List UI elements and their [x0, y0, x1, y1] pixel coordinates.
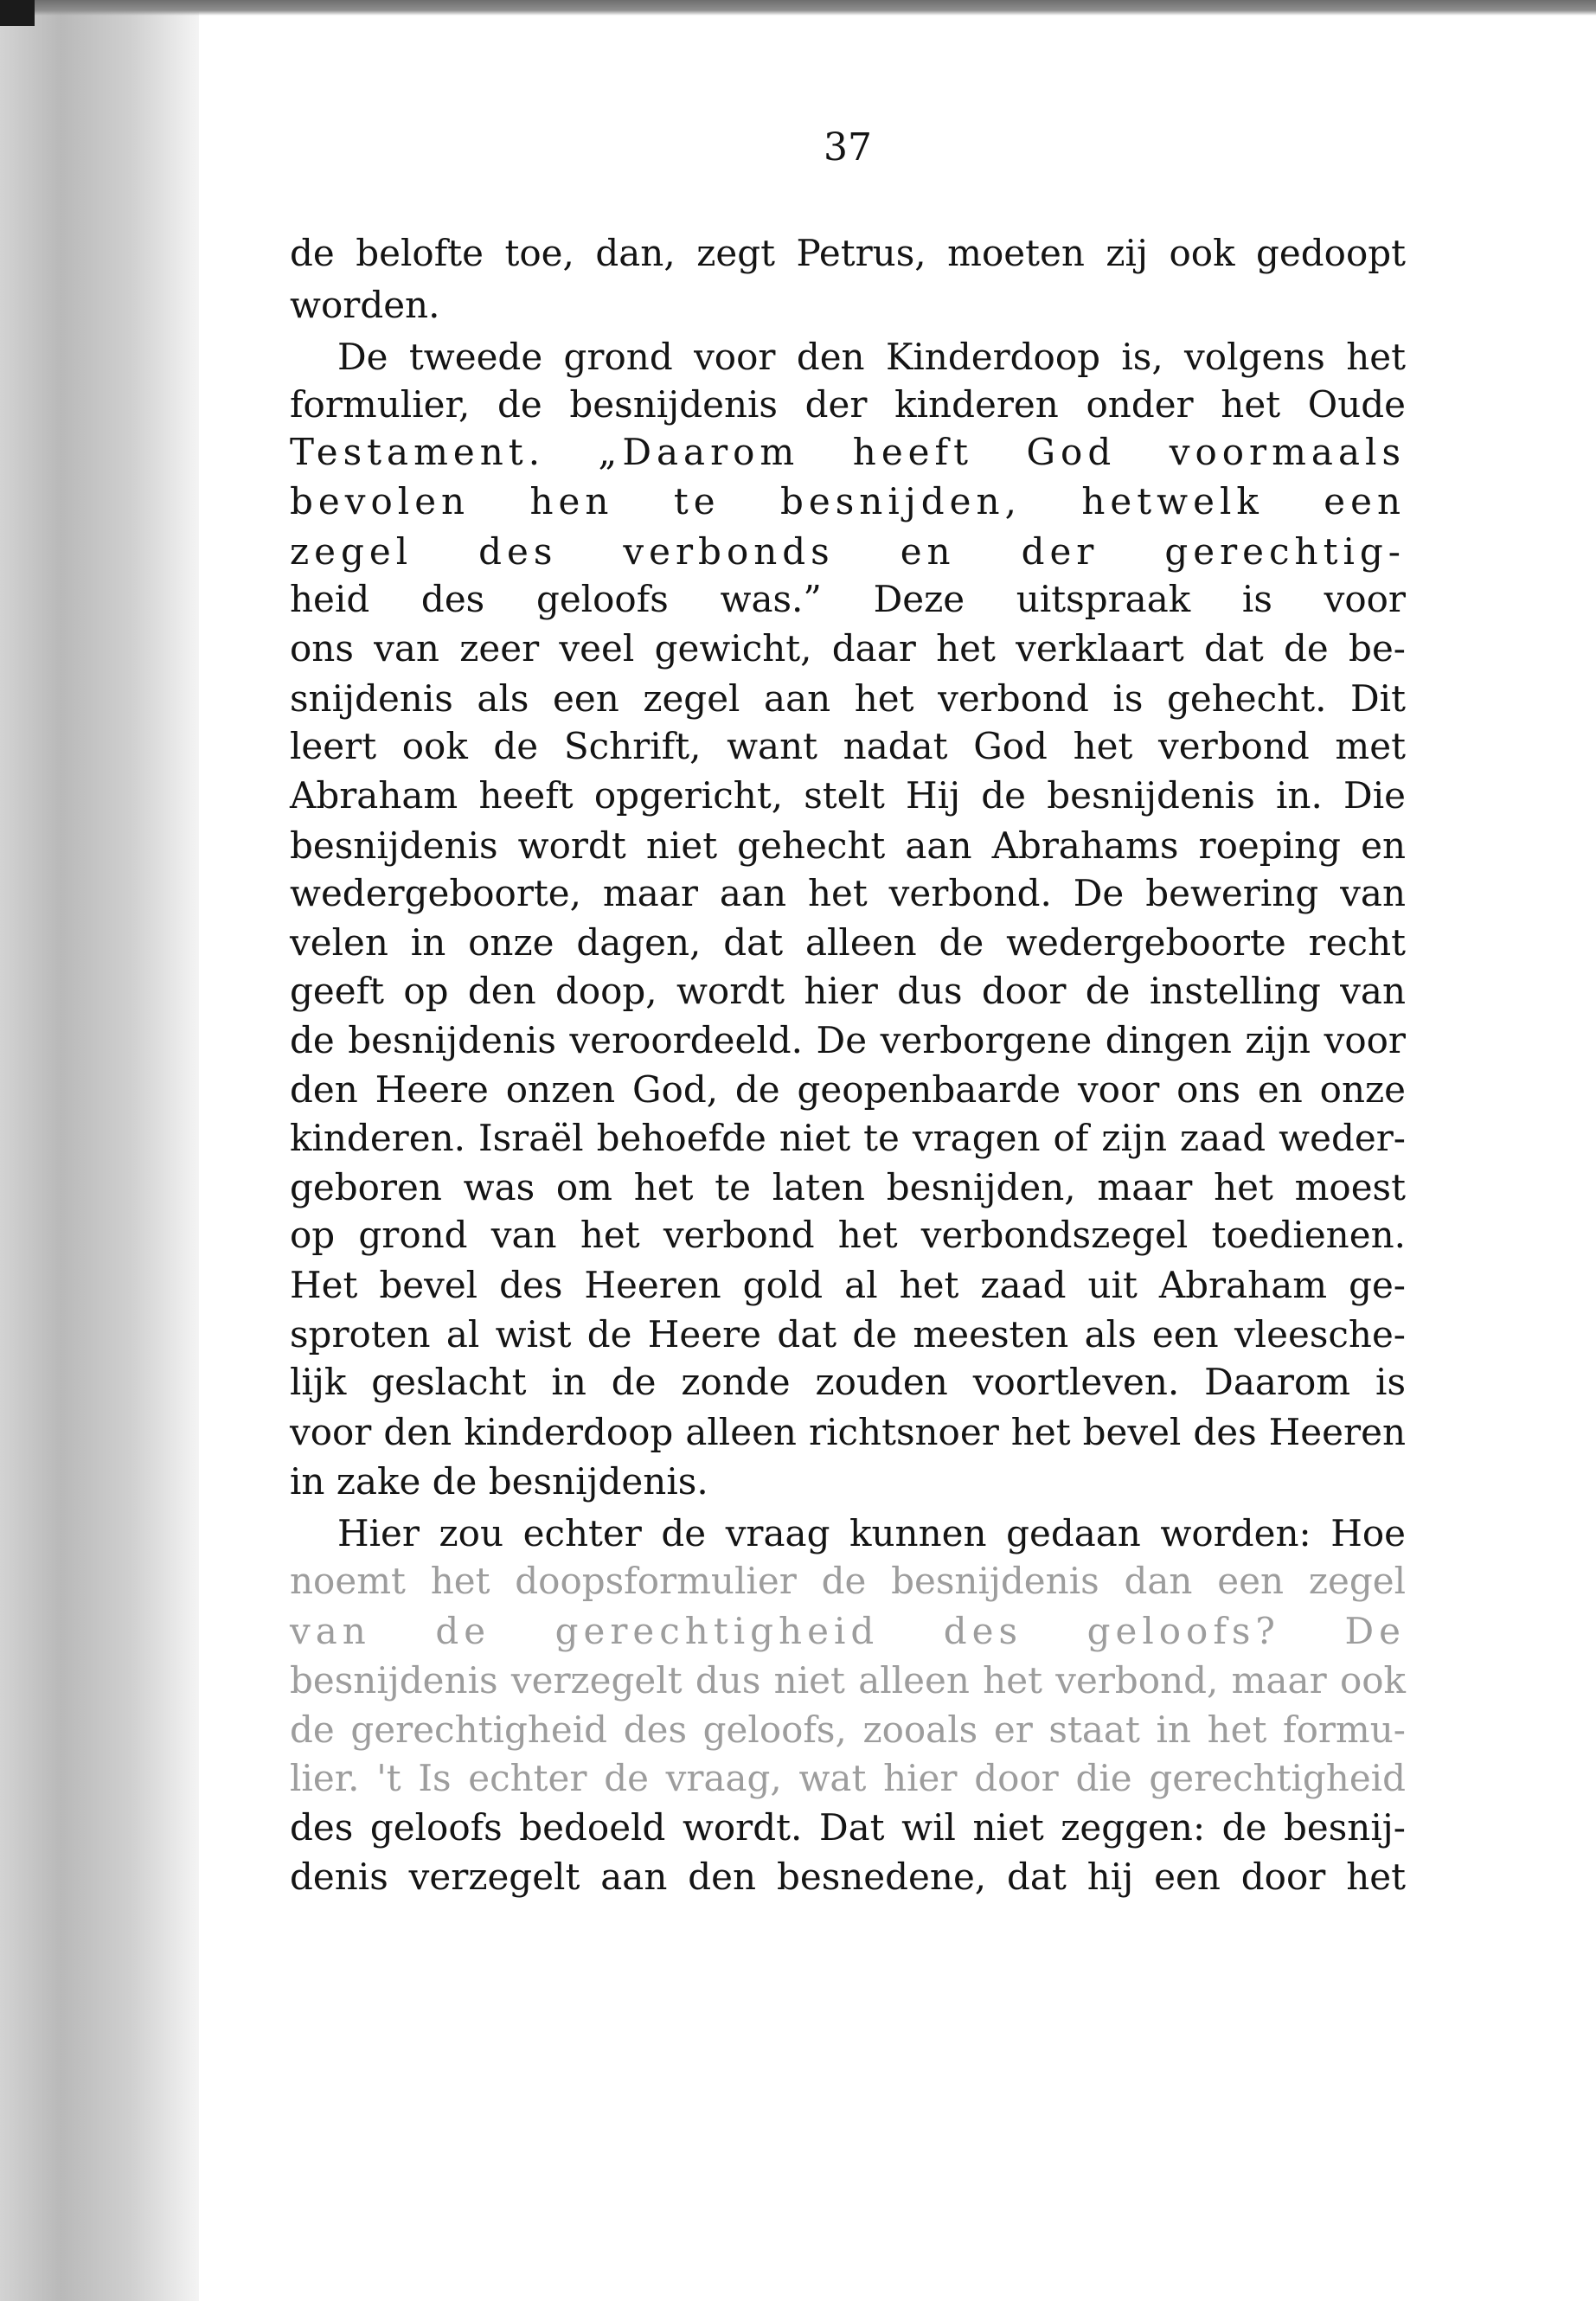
text-line: Het bevel des Heeren gold al het zaad uit Abraham ge-	[290, 1264, 1406, 1306]
text-line: geeft op den doop, wordt hier dus door de instelling van	[290, 970, 1406, 1012]
text-line: besnijdenis verzegelt dus niet alleen het verbond, maar ook	[290, 1659, 1406, 1702]
text-line: den Heere onzen God, de geopenbaarde voor ons en onze	[290, 1068, 1406, 1111]
text-line: voor den kinderdoop alleen richtsnoer het bevel des Heeren	[290, 1411, 1406, 1453]
text-line: noemt het doopsformulier de besnijdenis dan een zegel	[290, 1560, 1406, 1602]
text-line: Hier zou echter de vraag kunnen gedaan worden: Hoe	[337, 1512, 1406, 1554]
text-line: lijk geslacht in de zonde zouden voortleven. Daarom is	[290, 1361, 1406, 1403]
text-line: leert ook de Schrift, want nadat God het verbond met	[290, 725, 1406, 767]
page-number: 37	[824, 125, 872, 170]
text-line: denis verzegelt aan den besnedene, dat hij een door het	[290, 1856, 1406, 1898]
text-line: snijdenis als een zegel aan het verbond is gehecht. Dit	[290, 677, 1406, 720]
text-line: heid des geloofs was.” Deze uitspraak is voor	[290, 578, 1406, 620]
text-line: besnijdenis wordt niet gehecht aan Abrahams roeping en	[290, 824, 1406, 867]
text-line: de gerechtigheid des geloofs, zooals er staat in het formu-	[290, 1708, 1406, 1751]
text-line: wedergeboorte, maar aan het verbond. De bewering van	[290, 872, 1406, 914]
text-line: zegel des verbonds en der gerechtig-	[290, 530, 1406, 573]
text-line: ons van zeer veel gewicht, daar het verklaart dat de be-	[290, 627, 1406, 670]
text-line: kinderen. Israël behoefde niet te vragen of zijn zaad weder-	[290, 1117, 1406, 1159]
text-line: des geloofs bedoeld wordt. Dat wil niet zeggen: de besnij-	[290, 1806, 1406, 1849]
text-line: geboren was om het te laten besnijden, maar het moest	[290, 1166, 1406, 1208]
text-line: Abraham heeft opgericht, stelt Hij de besnijdenis in. Die	[290, 774, 1406, 817]
text-line: in zake de besnijdenis.	[290, 1460, 708, 1503]
text-line: sproten al wist de Heere dat de meesten als een vleesche-	[290, 1313, 1406, 1356]
text-line: worden.	[290, 284, 440, 326]
text-line: bevolen hen te besnijden, hetwelk een	[290, 480, 1406, 522]
text-line: van de gerechtigheid des geloofs? De	[290, 1610, 1406, 1652]
text-line: op grond van het verbond het verbondszegel toedienen.	[290, 1214, 1406, 1256]
text-line: de belofte toe, dan, zegt Petrus, moeten zij ook gedoopt	[290, 232, 1406, 274]
text-line: lier. 't Is echter de vraag, wat hier door die gerechtigheid	[290, 1757, 1406, 1799]
text-line: De tweede grond voor den Kinderdoop is, volgens het	[337, 336, 1406, 378]
text-line: formulier, de besnijdenis der kinderen onder het Oude	[290, 383, 1406, 426]
text-line: velen in onze dagen, dat alleen de wedergeboorte recht	[290, 921, 1406, 964]
text-line: de besnijdenis veroordeeld. De verborgene dingen zijn voor	[290, 1019, 1406, 1061]
text-line: Testament. „Daarom heeft God voormaals	[290, 431, 1406, 473]
